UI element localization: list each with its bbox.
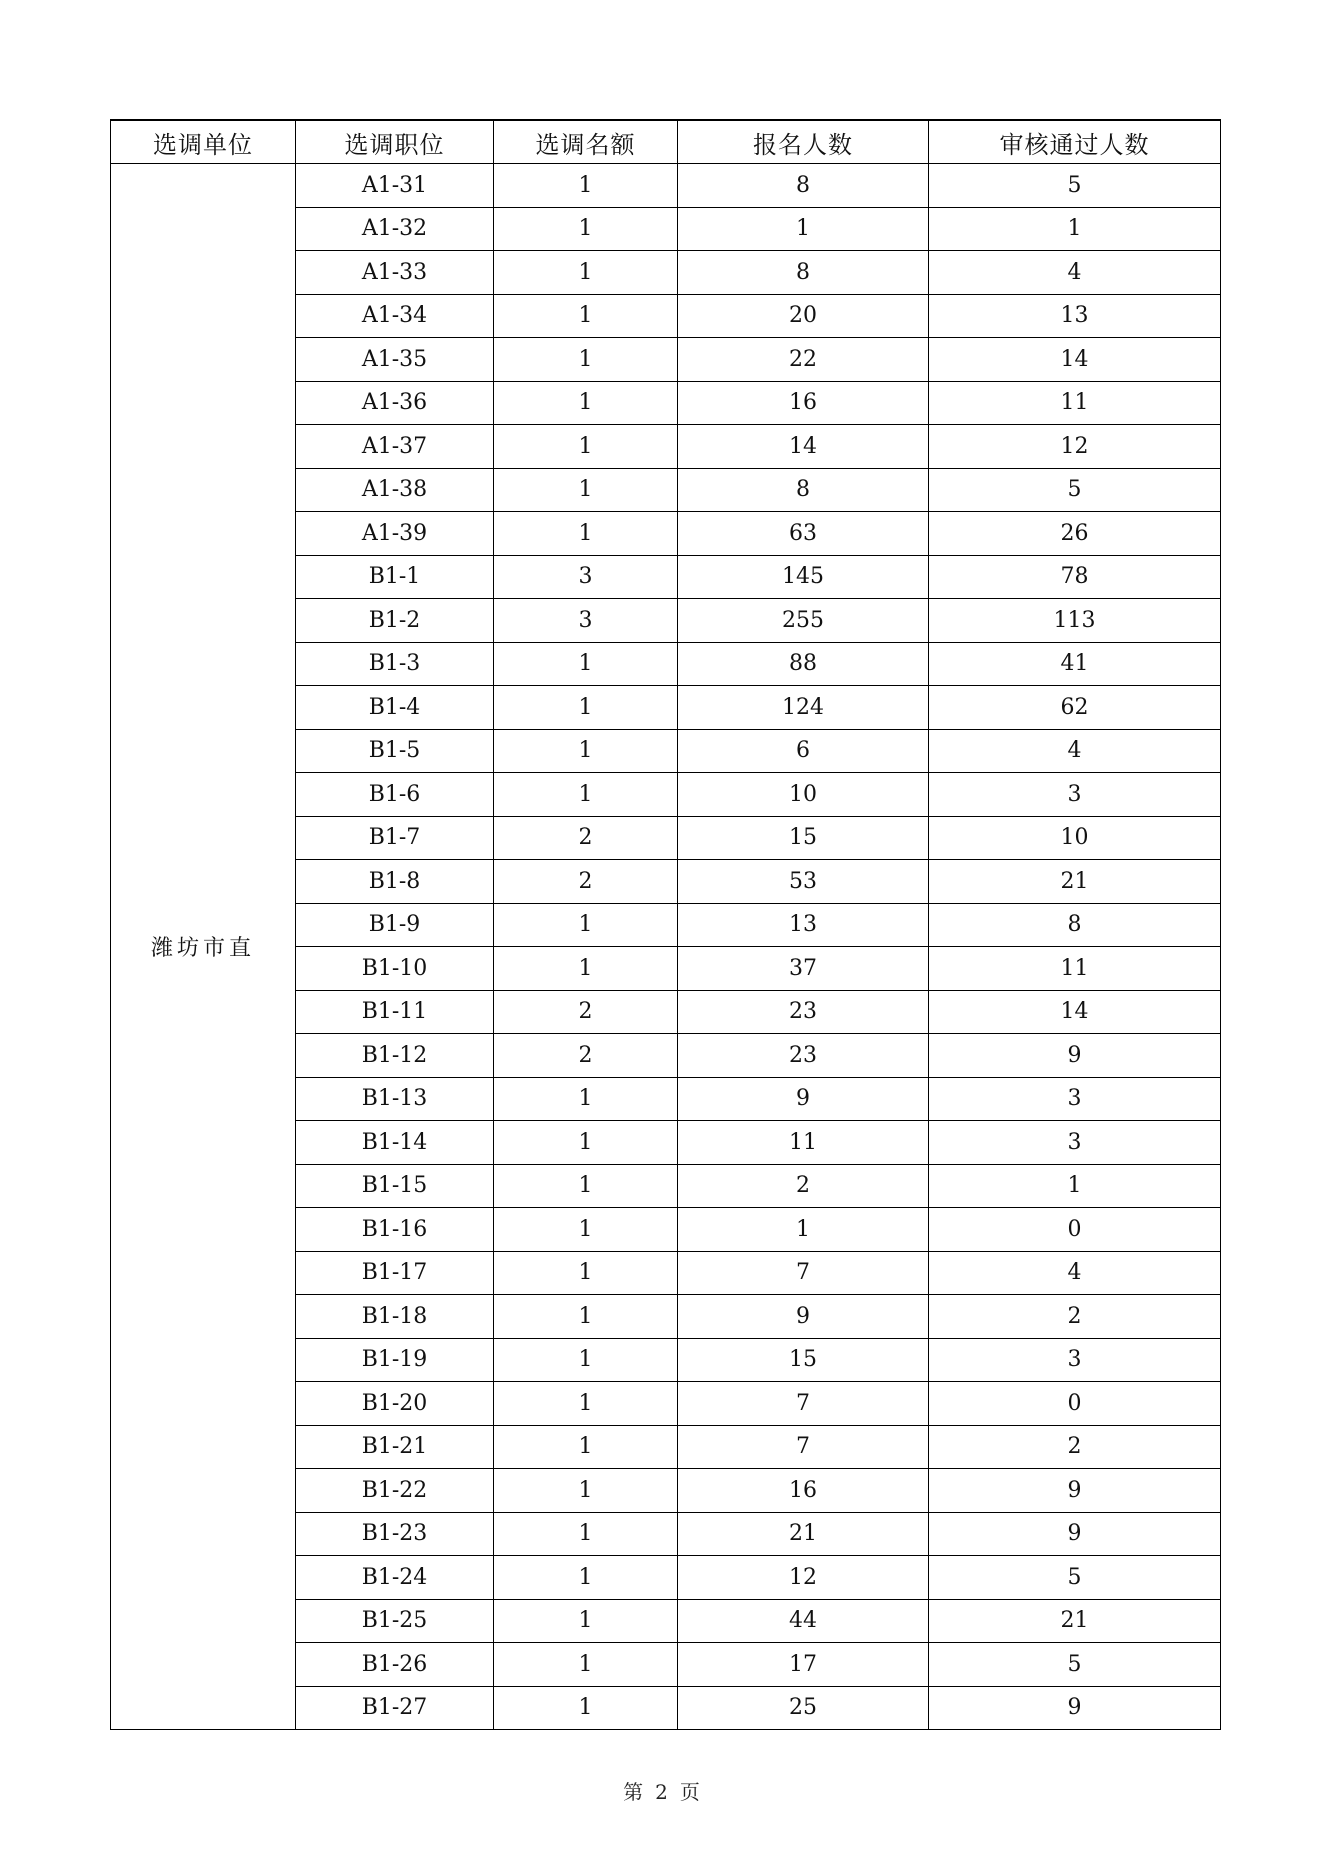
approved-cell: 3	[929, 1121, 1221, 1165]
applicants-cell: 14	[678, 425, 929, 469]
position-cell: B1-8	[296, 860, 494, 904]
applicants-cell: 7	[678, 1425, 929, 1469]
position-cell: B1-1	[296, 555, 494, 599]
header-position: 选调职位	[296, 120, 494, 164]
approved-cell: 9	[929, 1512, 1221, 1556]
quota-cell: 1	[494, 1469, 678, 1513]
applicants-cell: 1	[678, 1208, 929, 1252]
position-cell: B1-19	[296, 1338, 494, 1382]
approved-cell: 113	[929, 599, 1221, 643]
quota-cell: 2	[494, 990, 678, 1034]
quota-cell: 1	[494, 425, 678, 469]
applicants-cell: 17	[678, 1643, 929, 1687]
position-cell: B1-26	[296, 1643, 494, 1687]
approved-cell: 1	[929, 1164, 1221, 1208]
applicants-cell: 15	[678, 1338, 929, 1382]
position-cell: B1-2	[296, 599, 494, 643]
quota-cell: 1	[494, 512, 678, 556]
applicants-cell: 53	[678, 860, 929, 904]
recruitment-table	[110, 119, 1221, 1730]
applicants-cell: 37	[678, 947, 929, 991]
position-cell: B1-13	[296, 1077, 494, 1121]
applicants-cell: 16	[678, 381, 929, 425]
position-cell: A1-39	[296, 512, 494, 556]
position-cell: B1-12	[296, 1034, 494, 1078]
quota-cell: 3	[494, 555, 678, 599]
applicants-cell: 145	[678, 555, 929, 599]
position-cell: B1-22	[296, 1469, 494, 1513]
position-cell: B1-11	[296, 990, 494, 1034]
applicants-cell: 7	[678, 1251, 929, 1295]
quota-cell: 1	[494, 642, 678, 686]
applicants-cell: 63	[678, 512, 929, 556]
quota-cell: 1	[494, 1208, 678, 1252]
table-row	[111, 164, 1221, 208]
position-cell: B1-6	[296, 773, 494, 817]
applicants-cell: 7	[678, 1382, 929, 1426]
quota-cell: 1	[494, 294, 678, 338]
quota-cell: 1	[494, 1425, 678, 1469]
applicants-cell: 6	[678, 729, 929, 773]
position-cell: B1-10	[296, 947, 494, 991]
applicants-cell: 25	[678, 1686, 929, 1730]
quota-cell: 1	[494, 1556, 678, 1600]
approved-cell: 78	[929, 555, 1221, 599]
position-cell: B1-16	[296, 1208, 494, 1252]
page-footer	[0, 1776, 1323, 1805]
approved-cell: 3	[929, 1077, 1221, 1121]
approved-cell: 2	[929, 1295, 1221, 1339]
applicants-cell: 15	[678, 816, 929, 860]
position-cell: B1-18	[296, 1295, 494, 1339]
approved-cell: 13	[929, 294, 1221, 338]
page-number: 2	[655, 1780, 668, 1804]
approved-cell: 21	[929, 1599, 1221, 1643]
applicants-cell: 255	[678, 599, 929, 643]
applicants-cell: 12	[678, 1556, 929, 1600]
quota-cell: 1	[494, 164, 678, 208]
applicants-cell: 16	[678, 1469, 929, 1513]
applicants-cell: 2	[678, 1164, 929, 1208]
quota-cell: 2	[494, 860, 678, 904]
quota-cell: 3	[494, 599, 678, 643]
quota-cell: 1	[494, 729, 678, 773]
applicants-cell: 11	[678, 1121, 929, 1165]
position-cell: A1-33	[296, 251, 494, 295]
applicants-cell: 9	[678, 1077, 929, 1121]
applicants-cell: 124	[678, 686, 929, 730]
page-footer-suffix: 页	[679, 1780, 700, 1804]
position-cell: B1-7	[296, 816, 494, 860]
position-cell: A1-34	[296, 294, 494, 338]
applicants-cell: 88	[678, 642, 929, 686]
approved-cell: 12	[929, 425, 1221, 469]
position-cell: B1-23	[296, 1512, 494, 1556]
unit-cell: 潍坊市直	[111, 164, 296, 1730]
approved-cell: 0	[929, 1208, 1221, 1252]
applicants-cell: 22	[678, 338, 929, 382]
quota-cell: 1	[494, 686, 678, 730]
applicants-cell: 23	[678, 990, 929, 1034]
position-cell: B1-14	[296, 1121, 494, 1165]
quota-cell: 1	[494, 468, 678, 512]
header-unit: 选调单位	[111, 120, 296, 164]
position-cell: B1-9	[296, 903, 494, 947]
position-cell: B1-5	[296, 729, 494, 773]
position-cell: A1-36	[296, 381, 494, 425]
quota-cell: 1	[494, 1643, 678, 1687]
header-applicants: 报名人数	[678, 120, 929, 164]
position-cell: B1-4	[296, 686, 494, 730]
applicants-cell: 23	[678, 1034, 929, 1078]
quota-cell: 1	[494, 381, 678, 425]
approved-cell: 0	[929, 1382, 1221, 1426]
quota-cell: 1	[494, 1295, 678, 1339]
approved-cell: 9	[929, 1469, 1221, 1513]
table-body	[111, 164, 1221, 1730]
approved-cell: 8	[929, 903, 1221, 947]
position-cell: A1-37	[296, 425, 494, 469]
position-cell: B1-24	[296, 1556, 494, 1600]
approved-cell: 5	[929, 1643, 1221, 1687]
position-cell: A1-32	[296, 207, 494, 251]
position-cell: B1-3	[296, 642, 494, 686]
applicants-cell: 13	[678, 903, 929, 947]
position-cell: B1-15	[296, 1164, 494, 1208]
approved-cell: 14	[929, 990, 1221, 1034]
approved-cell: 10	[929, 816, 1221, 860]
applicants-cell: 8	[678, 468, 929, 512]
applicants-cell: 21	[678, 1512, 929, 1556]
quota-cell: 1	[494, 1251, 678, 1295]
applicants-cell: 9	[678, 1295, 929, 1339]
quota-cell: 1	[494, 1382, 678, 1426]
applicants-cell: 20	[678, 294, 929, 338]
quota-cell: 2	[494, 1034, 678, 1078]
table-header-row	[111, 120, 1221, 164]
approved-cell: 21	[929, 860, 1221, 904]
quota-cell: 1	[494, 1121, 678, 1165]
approved-cell: 4	[929, 1251, 1221, 1295]
approved-cell: 9	[929, 1686, 1221, 1730]
approved-cell: 26	[929, 512, 1221, 556]
quota-cell: 1	[494, 947, 678, 991]
approved-cell: 4	[929, 729, 1221, 773]
quota-cell: 1	[494, 1686, 678, 1730]
position-cell: B1-21	[296, 1425, 494, 1469]
approved-cell: 62	[929, 686, 1221, 730]
applicants-cell: 8	[678, 251, 929, 295]
position-cell: B1-17	[296, 1251, 494, 1295]
quota-cell: 1	[494, 338, 678, 382]
approved-cell: 41	[929, 642, 1221, 686]
approved-cell: 5	[929, 164, 1221, 208]
position-cell: A1-35	[296, 338, 494, 382]
position-cell: B1-20	[296, 1382, 494, 1426]
quota-cell: 1	[494, 1338, 678, 1382]
applicants-cell: 8	[678, 164, 929, 208]
approved-cell: 14	[929, 338, 1221, 382]
applicants-cell: 10	[678, 773, 929, 817]
position-cell: B1-25	[296, 1599, 494, 1643]
quota-cell: 1	[494, 207, 678, 251]
quota-cell: 1	[494, 1599, 678, 1643]
position-cell: B1-27	[296, 1686, 494, 1730]
approved-cell: 5	[929, 468, 1221, 512]
approved-cell: 4	[929, 251, 1221, 295]
quota-cell: 1	[494, 1512, 678, 1556]
approved-cell: 1	[929, 207, 1221, 251]
applicants-cell: 44	[678, 1599, 929, 1643]
approved-cell: 5	[929, 1556, 1221, 1600]
quota-cell: 1	[494, 1164, 678, 1208]
approved-cell: 3	[929, 1338, 1221, 1382]
quota-cell: 1	[494, 773, 678, 817]
position-cell: A1-38	[296, 468, 494, 512]
quota-cell: 2	[494, 816, 678, 860]
quota-cell: 1	[494, 903, 678, 947]
quota-cell: 1	[494, 1077, 678, 1121]
approved-cell: 2	[929, 1425, 1221, 1469]
position-cell: A1-31	[296, 164, 494, 208]
header-approved: 审核通过人数	[929, 120, 1221, 164]
quota-cell: 1	[494, 251, 678, 295]
approved-cell: 11	[929, 947, 1221, 991]
applicants-cell: 1	[678, 207, 929, 251]
approved-cell: 3	[929, 773, 1221, 817]
page-footer-prefix: 第	[623, 1780, 644, 1804]
approved-cell: 11	[929, 381, 1221, 425]
header-quota: 选调名额	[494, 120, 678, 164]
approved-cell: 9	[929, 1034, 1221, 1078]
